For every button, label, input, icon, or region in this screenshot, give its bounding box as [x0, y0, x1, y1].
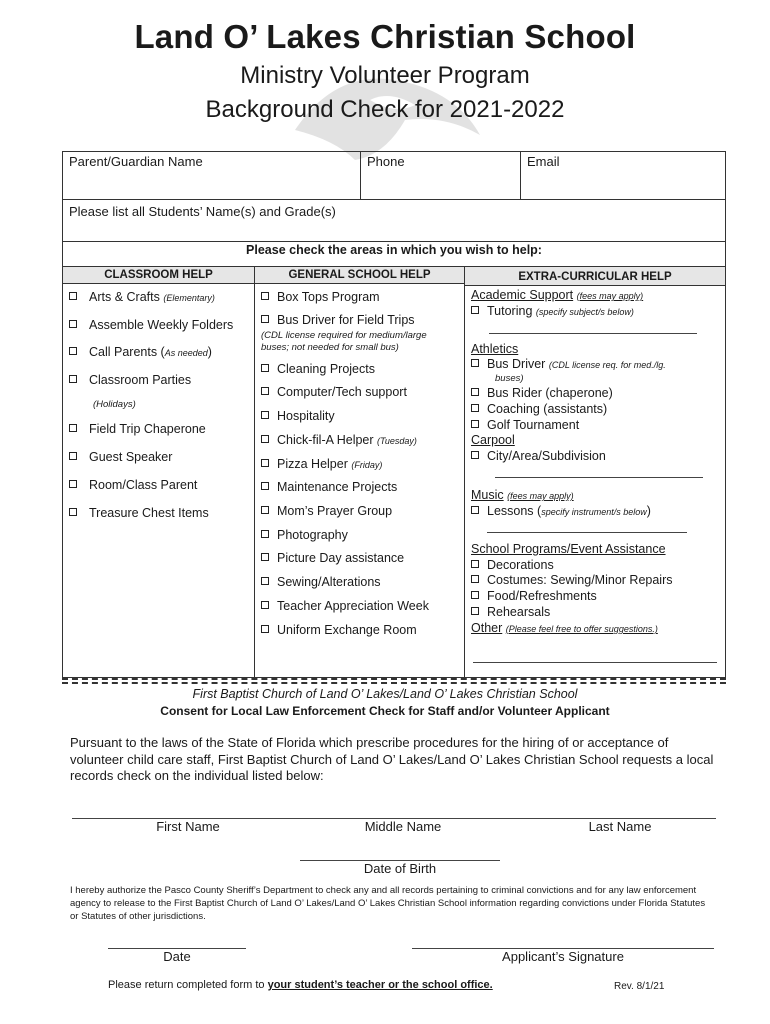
checkbox[interactable] [69, 320, 77, 328]
program-title: Ministry Volunteer Program [240, 62, 530, 89]
last-name-label: Last Name [588, 819, 652, 834]
option-chick-fil-a[interactable]: Chick-fil-A Helper (Tuesday) [261, 433, 417, 447]
extra-heading: EXTRA-CURRICULAR HELP [465, 266, 725, 286]
consent-title: Consent for Local Law Enforcement Check for Staff and/or Volunteer Applicant [160, 704, 610, 718]
checkbox[interactable] [69, 292, 77, 300]
contact-row [63, 152, 725, 200]
music-heading: Music (fees may apply) [471, 488, 574, 502]
school-programs-heading: School Programs/Event Assistance [471, 542, 666, 556]
checkbox[interactable] [471, 420, 479, 428]
option-computer[interactable]: Computer/Tech support [261, 385, 407, 399]
option-classroom-parties[interactable]: Classroom Parties [69, 373, 191, 387]
checkbox[interactable] [471, 306, 479, 314]
option-arts-crafts[interactable]: Arts & Crafts (Elementary) [69, 290, 215, 304]
volunteer-form [62, 151, 726, 678]
other-suggestion-line[interactable] [473, 662, 717, 663]
lessons-instrument-line[interactable] [487, 532, 687, 533]
option-rehearsals[interactable]: Rehearsals [471, 605, 550, 619]
date-label: Date [163, 949, 191, 964]
checkbox[interactable] [261, 601, 269, 609]
option-teacher-appreciation[interactable]: Teacher Appreciation Week [261, 599, 429, 613]
option-bus-driver[interactable]: Bus Driver (CDL license req. for med./lg. [471, 357, 666, 371]
checkbox[interactable] [69, 347, 77, 355]
email-label: Email [527, 154, 560, 169]
checkbox[interactable] [261, 506, 269, 514]
school-name: Land O’ Lakes Christian School [134, 18, 636, 55]
dob-label: Date of Birth [363, 861, 437, 876]
checkbox[interactable] [261, 292, 269, 300]
checkbox[interactable] [261, 530, 269, 538]
checkbox[interactable] [69, 424, 77, 432]
authorization-text: I hereby authorize the Pasco County Sheriff’s Department to check any and all records pertaining to criminal convictions and for any law enforcement agency to release to the First Baptist Church of Land O’ Lakes/Land O’ Lakes Christian School information regarding convictions under Florida Statutes or Statutes of other jurisdictions. [70, 885, 706, 922]
checkbox[interactable] [471, 575, 479, 583]
students-label: Please list all Students’ Name(s) and Grade(s) [69, 204, 336, 219]
checkbox[interactable] [261, 411, 269, 419]
phone-label: Phone [367, 154, 405, 169]
checkbox[interactable] [471, 591, 479, 599]
return-instructions: Please return completed form to your student’s teacher or the school office. [108, 979, 493, 991]
general-heading: GENERAL SCHOOL HELP [255, 266, 464, 284]
consent-paragraph: Pursuant to the laws of the State of Florida which prescribe procedures for the hiring of or acceptance of volunteer child care staff, First Baptist Church of Land O’ Lakes/Land O’ Lakes Christian School requests a local records check on the individual listed below: [70, 735, 714, 783]
option-coaching[interactable]: Coaching (assistants) [471, 402, 607, 416]
checkbox[interactable] [69, 375, 77, 383]
option-bus-rider[interactable]: Bus Rider (chaperone) [471, 386, 613, 400]
first-name-label: First Name [156, 819, 220, 834]
checkbox[interactable] [69, 452, 77, 460]
option-lessons[interactable]: Lessons (specify instrument/s below) [471, 504, 651, 518]
option-sewing[interactable]: Sewing/Alterations [261, 575, 381, 589]
middle-name-label: Middle Name [364, 819, 442, 834]
carpool-heading: Carpool [471, 433, 515, 447]
extra-curricular-column [465, 266, 725, 678]
checkbox[interactable] [261, 577, 269, 585]
checkbox[interactable] [471, 506, 479, 514]
signature-label: Applicant’s Signature [502, 949, 624, 964]
option-treasure-chest[interactable]: Treasure Chest Items [69, 506, 209, 520]
checkbox[interactable] [471, 560, 479, 568]
checkbox[interactable] [471, 607, 479, 615]
checkbox[interactable] [261, 387, 269, 395]
parent-name-field[interactable] [63, 152, 361, 200]
option-maintenance[interactable]: Maintenance Projects [261, 480, 397, 494]
parties-note: (Holidays) [93, 399, 136, 410]
checkbox[interactable] [261, 482, 269, 490]
option-guest-speaker[interactable]: Guest Speaker [69, 450, 172, 464]
option-field-trip[interactable]: Field Trip Chaperone [69, 422, 206, 436]
option-city-area[interactable]: City/Area/Subdivision [471, 449, 606, 463]
instruction-text: Please check the areas in which you wish to help: [246, 243, 542, 257]
checkbox[interactable] [261, 435, 269, 443]
option-uniform-exchange[interactable]: Uniform Exchange Room [261, 623, 417, 637]
students-field[interactable] [63, 200, 725, 242]
phone-field[interactable] [361, 152, 521, 200]
revision-date: Rev. 8/1/21 [614, 981, 665, 992]
checkbox[interactable] [69, 508, 77, 516]
option-call-parents[interactable]: Call Parents (As needed) [69, 345, 212, 359]
other-heading: Other (Please feel free to offer suggestions.) [471, 621, 658, 635]
checkbox[interactable] [471, 451, 479, 459]
checkbox[interactable] [471, 404, 479, 412]
church-name: First Baptist Church of Land O’ Lakes/Land O’ Lakes Christian School [192, 687, 578, 701]
tutoring-subject-line[interactable] [489, 333, 697, 334]
checkbox[interactable] [261, 364, 269, 372]
checkbox[interactable] [471, 388, 479, 396]
option-assemble-folders[interactable]: Assemble Weekly Folders [69, 318, 233, 332]
athletics-heading: Athletics [471, 342, 519, 356]
cut-line [62, 678, 726, 680]
option-pizza[interactable]: Pizza Helper (Friday) [261, 457, 382, 471]
option-picture-day[interactable]: Picture Day assistance [261, 551, 404, 565]
city-area-line[interactable] [495, 477, 703, 478]
bus-driver-note-2: buses; not needed for small bus) [261, 342, 399, 353]
cut-line-lower [62, 682, 726, 684]
option-food[interactable]: Food/Refreshments [471, 589, 597, 603]
option-box-tops[interactable]: Box Tops Program [261, 290, 380, 304]
option-decorations[interactable]: Decorations [471, 558, 554, 572]
bus-driver-note-1: (CDL license required for medium/large [261, 330, 427, 341]
general-column [255, 266, 465, 678]
checkbox[interactable] [261, 625, 269, 633]
checkbox[interactable] [69, 480, 77, 488]
option-prayer-group[interactable]: Mom’s Prayer Group [261, 504, 392, 518]
classroom-heading: CLASSROOM HELP [63, 266, 254, 284]
option-bus-driver-field-trips[interactable]: Bus Driver for Field Trips [261, 313, 415, 327]
option-golf[interactable]: Golf Tournament [471, 418, 579, 432]
option-costumes[interactable]: Costumes: Sewing/Minor Repairs [471, 573, 673, 587]
option-tutoring[interactable]: Tutoring (specify subject/s below) [471, 304, 634, 318]
email-field[interactable] [521, 152, 725, 200]
option-room-parent[interactable]: Room/Class Parent [69, 478, 197, 492]
option-cleaning[interactable]: Cleaning Projects [261, 362, 375, 376]
form-title: Background Check for 2021-2022 [205, 96, 565, 123]
checkbox[interactable] [471, 359, 479, 367]
bus-driver-note: buses) [495, 373, 524, 384]
checkbox[interactable] [261, 315, 269, 323]
option-hospitality[interactable]: Hospitality [261, 409, 335, 423]
parent-name-label: Parent/Guardian Name [69, 154, 203, 169]
checkbox[interactable] [261, 553, 269, 561]
checkbox[interactable] [261, 459, 269, 467]
academic-support-heading: Academic Support (fees may apply) [471, 288, 644, 302]
option-photography[interactable]: Photography [261, 528, 348, 542]
classroom-column [63, 266, 255, 678]
